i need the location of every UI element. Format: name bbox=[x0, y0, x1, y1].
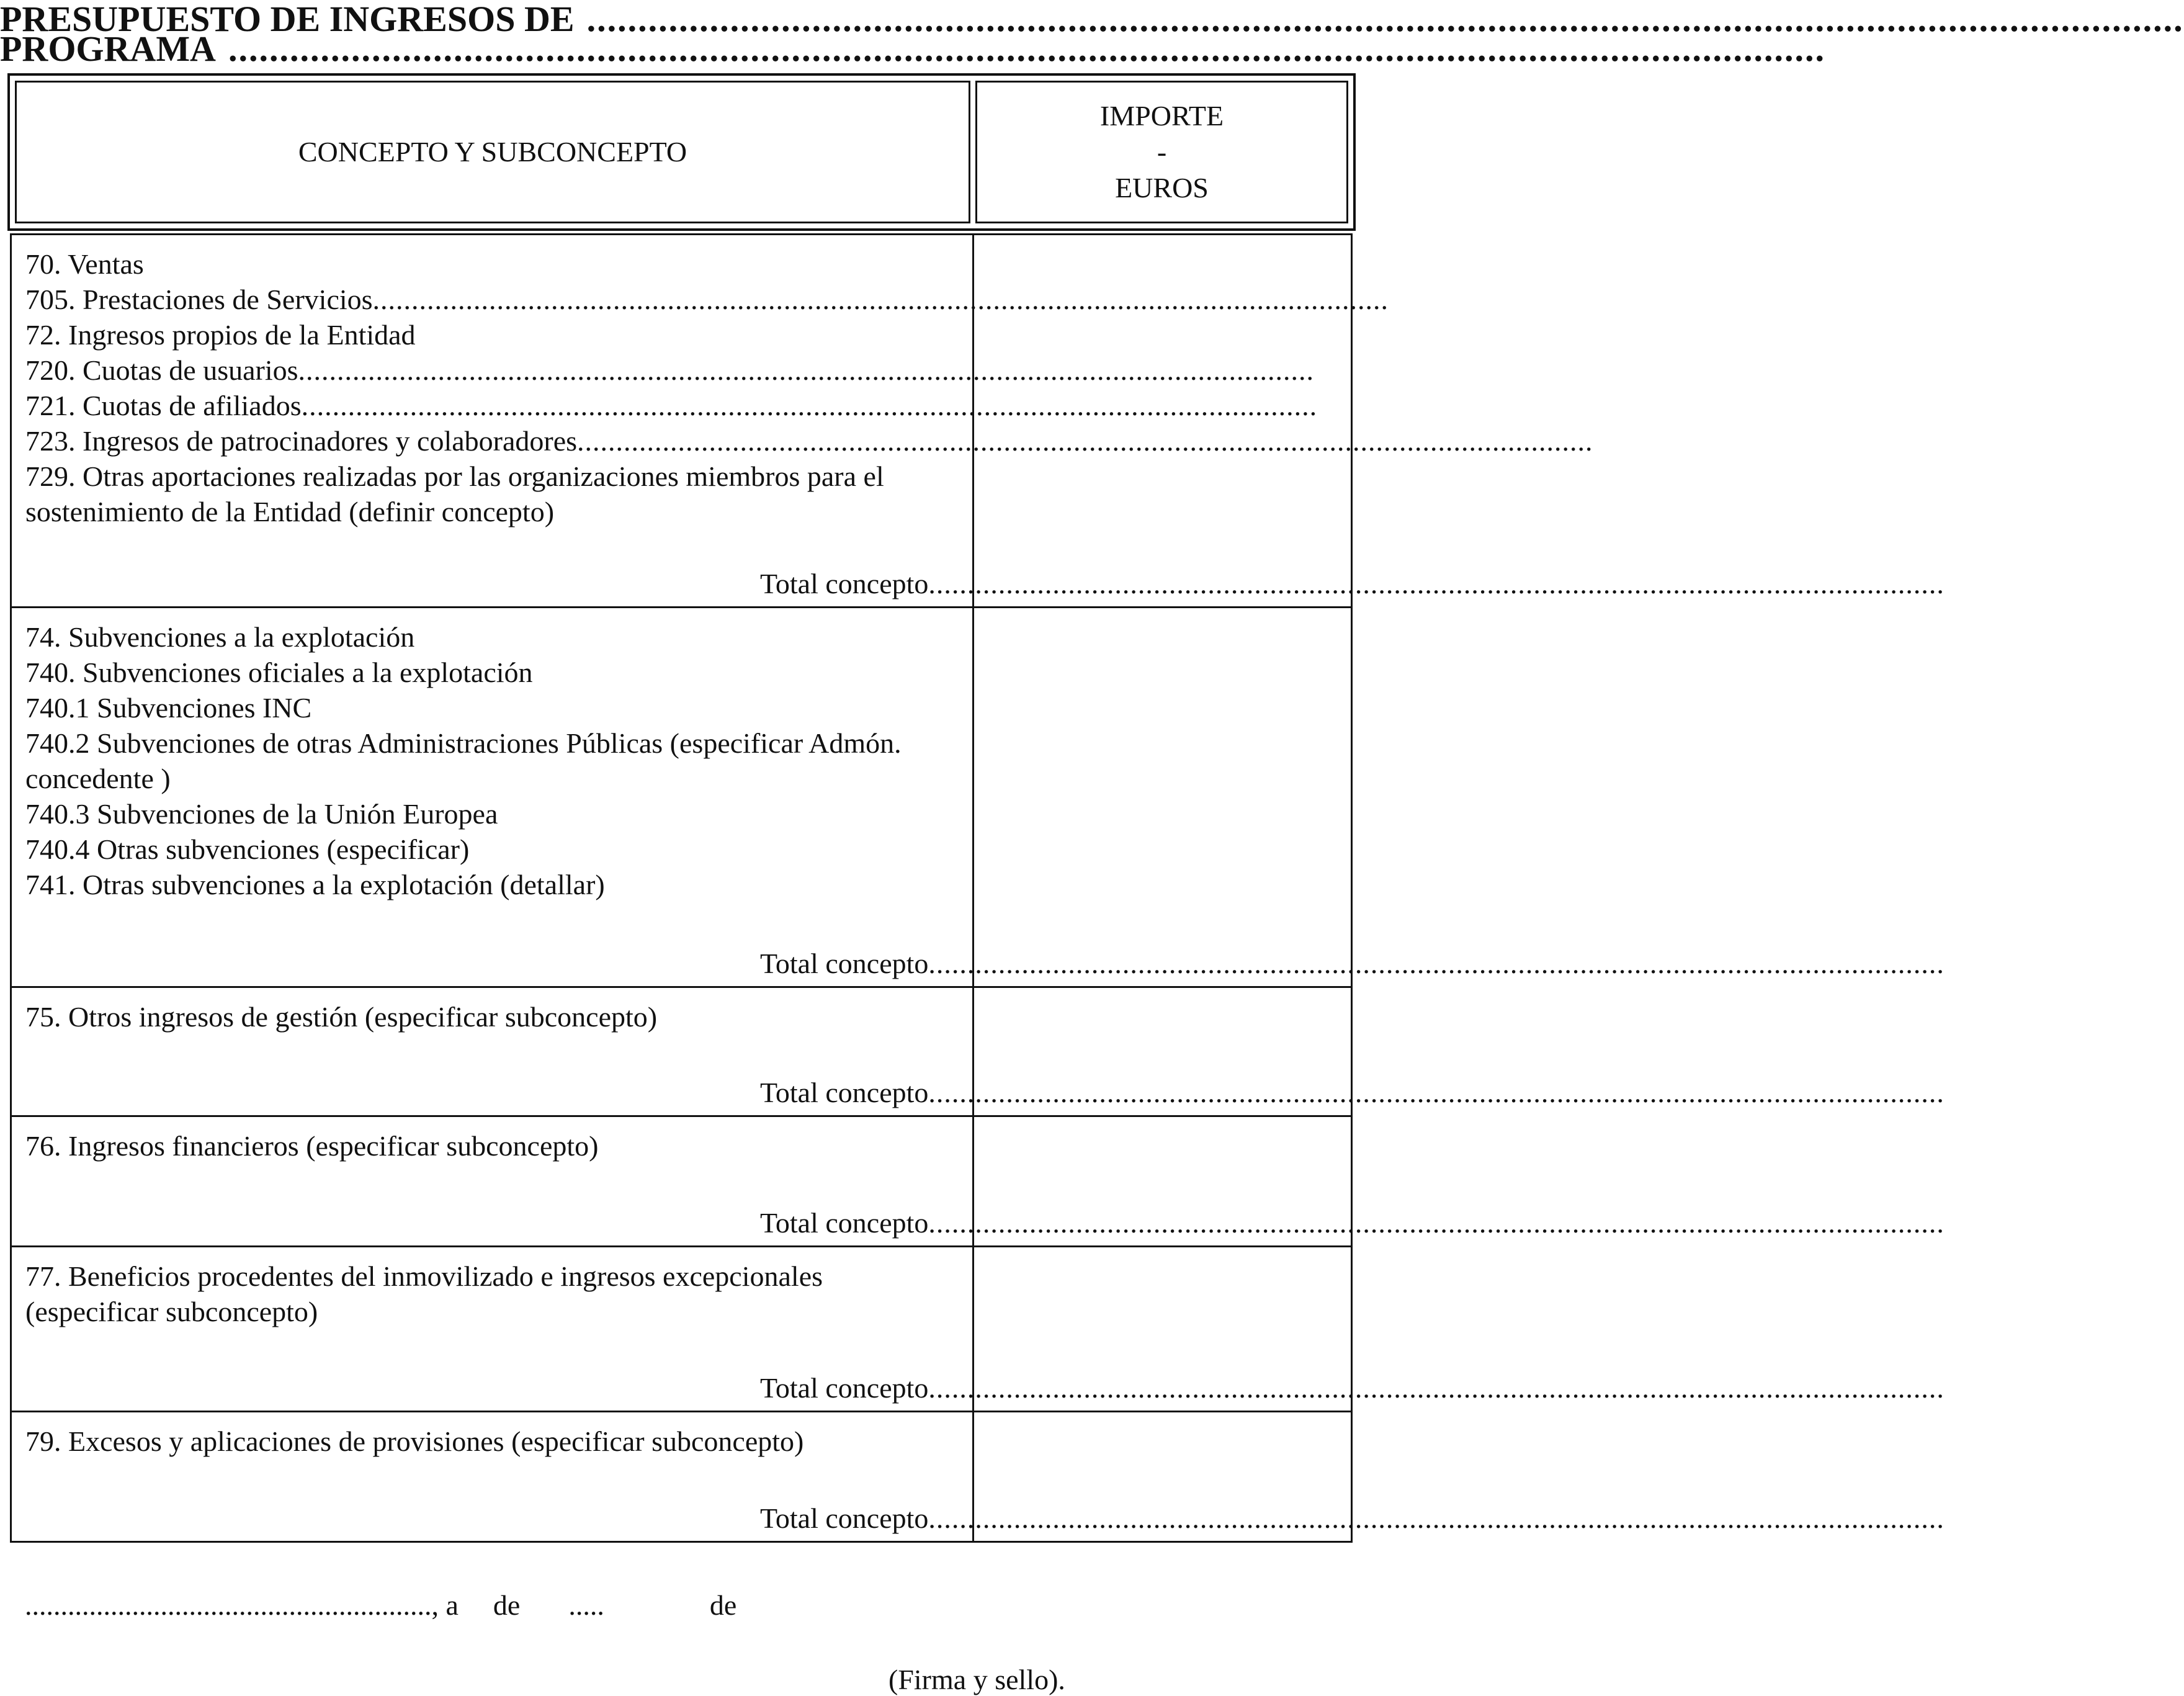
amount-cell[interactable] bbox=[975, 235, 1351, 606]
fill-dots: ................................................................................................................................... bbox=[372, 284, 1389, 315]
subconcept-line: 740.3 Subvenciones de la Unión Europea bbox=[25, 798, 498, 830]
concept-line: 76. Ingresos financieros (especificar subconcepto) bbox=[25, 1130, 599, 1162]
subconcept-line: 740.1 Subvenciones INC bbox=[25, 692, 312, 724]
subconcept-line: 740.2 Subvenciones de otras Administraciones Públicas (especificar Admón. concedente ) bbox=[25, 727, 902, 794]
amount-cell[interactable] bbox=[975, 1117, 1351, 1245]
total-label: Total concepto bbox=[760, 568, 929, 599]
title-fill-dots: ............................................................................................................................................................ bbox=[586, 0, 2184, 39]
total-label: Total concepto bbox=[760, 948, 929, 979]
header-euros-label: EUROS bbox=[1115, 172, 1209, 204]
concept-cell bbox=[25, 1424, 962, 1459]
total-label: Total concepto bbox=[760, 1502, 929, 1534]
subconcept-line: 740.4 Otras subvenciones (especificar) bbox=[25, 833, 470, 865]
concept-line: 70. Ventas bbox=[25, 248, 144, 280]
total-label: Total concepto bbox=[760, 1372, 929, 1404]
amount-cell[interactable] bbox=[975, 1247, 1351, 1411]
place-date-line bbox=[25, 1589, 736, 1622]
concept-line: 74. Subvenciones a la explotación bbox=[25, 621, 415, 653]
table-row bbox=[10, 1247, 1945, 1412]
fill-dots: ................................................................................................................................... bbox=[577, 425, 1593, 457]
a-label: , a bbox=[431, 1589, 459, 1621]
table-row bbox=[10, 233, 1945, 608]
day-field[interactable]: ..... bbox=[568, 1589, 604, 1621]
header-importe bbox=[975, 81, 1348, 223]
fill-dots: ................................................................................................................................... bbox=[298, 354, 1315, 386]
total-label: Total concepto bbox=[760, 1207, 929, 1239]
concept-line: 77. Beneficios procedentes del inmovilizado e ingresos excepcionales (especificar subconcepto) bbox=[25, 1260, 823, 1327]
de-label: de bbox=[493, 1589, 521, 1621]
subconcept-line: 705. Prestaciones de Servicios bbox=[25, 284, 373, 315]
concept-cell bbox=[25, 246, 1593, 529]
fill-dots: ................................................................................................................................... bbox=[928, 1207, 1945, 1239]
amount-cell[interactable] bbox=[975, 988, 1351, 1115]
fill-dots: ................................................................................................................................... bbox=[928, 1372, 1945, 1404]
concept-line: 75. Otros ingresos de gestión (especificar subconcepto) bbox=[25, 1001, 658, 1033]
subconcept-line: 721. Cuotas de afiliados bbox=[25, 390, 302, 421]
header-importe-dash: - bbox=[1157, 136, 1167, 168]
concept-cell bbox=[25, 999, 962, 1034]
concept-line: 79. Excesos y aplicaciones de provisiones (especificar subconcepto) bbox=[25, 1425, 804, 1457]
table-header bbox=[7, 73, 1356, 231]
program-fill-dots: ............................................................................................................................................................ bbox=[228, 29, 1825, 69]
de-label: de bbox=[709, 1589, 737, 1621]
table-row bbox=[10, 1412, 1945, 1543]
fill-dots: ................................................................................................................................... bbox=[301, 390, 1318, 421]
fill-dots: ................................................................................................................................... bbox=[928, 1077, 1945, 1108]
concept-cell bbox=[25, 1128, 962, 1164]
place-field[interactable]: ......................................................... bbox=[25, 1589, 432, 1621]
fill-dots: ................................................................................................................................... bbox=[928, 1502, 1945, 1534]
table-row bbox=[10, 988, 1945, 1117]
concept-cell bbox=[25, 619, 962, 902]
total-label: Total concepto bbox=[760, 1077, 929, 1108]
fill-dots: ................................................................................................................................... bbox=[928, 568, 1945, 599]
amount-cell[interactable] bbox=[975, 608, 1351, 986]
table-row bbox=[10, 608, 1945, 988]
fill-dots: ................................................................................................................................... bbox=[928, 948, 1945, 979]
concept-line: 72. Ingresos propios de la Entidad bbox=[25, 319, 416, 351]
subconcept-line: 720. Cuotas de usuarios bbox=[25, 354, 298, 386]
header-importe-label: IMPORTE bbox=[1099, 100, 1224, 132]
page-title-line-2 bbox=[0, 29, 1825, 69]
header-concept bbox=[15, 81, 970, 223]
amount-cell[interactable] bbox=[975, 1412, 1351, 1541]
program-label: PROGRAMA bbox=[0, 29, 216, 69]
concept-cell bbox=[25, 1259, 962, 1329]
header-concept-label: CONCEPTO Y SUBCONCEPTO bbox=[298, 136, 687, 168]
table-row bbox=[10, 1117, 1945, 1247]
subconcept-line: 729. Otras aportaciones realizadas por las organizaciones miembros para el sostenimiento de la Entidad (definir concepto) bbox=[25, 460, 884, 527]
column-divider bbox=[972, 608, 974, 986]
page-title: PRESUPUESTO DE INGRESOS DE bbox=[0, 0, 575, 39]
subconcept-line: 723. Ingresos de patrocinadores y colaboradores bbox=[25, 425, 578, 457]
subconcept-line: 740. Subvenciones oficiales a la explotación bbox=[25, 657, 533, 688]
subconcept-line: 741. Otras subvenciones a la explotación (detallar) bbox=[25, 869, 605, 900]
signature-label: (Firma y sello). bbox=[888, 1664, 1065, 1695]
